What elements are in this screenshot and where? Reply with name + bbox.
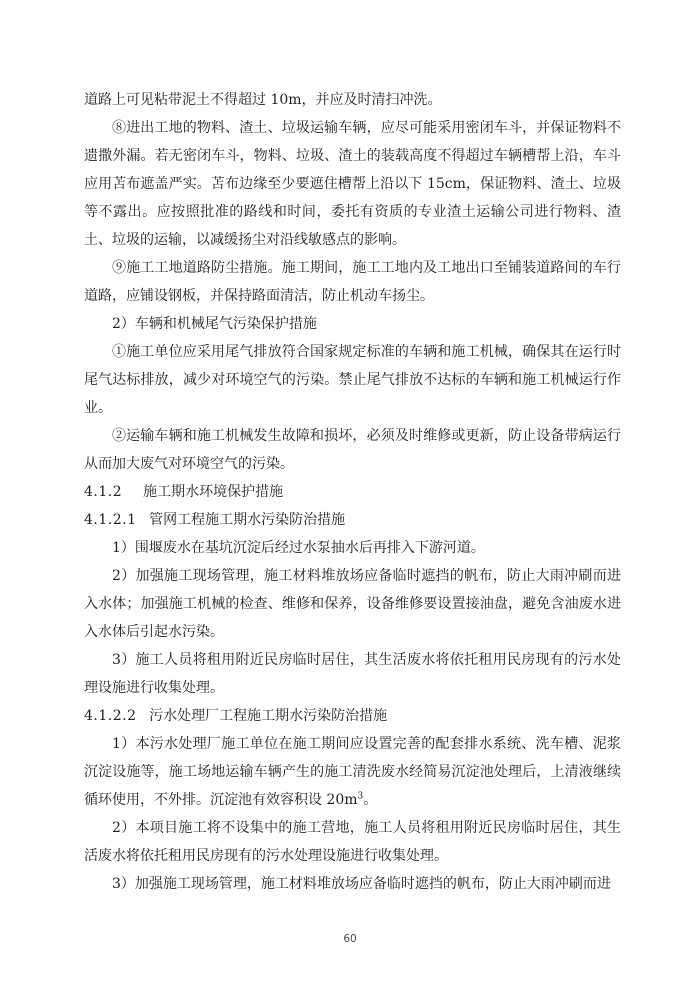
paragraph-cofferdam-wastewater: 1）围堰废水在基坑沉淀后经过水泵抽水后再排入下游河道。	[112, 540, 485, 556]
paragraph-item-9-road-dust-control: ⑨施工工地道路防尘措施。施工期间，施工工地内及工地出口至铺装道路间的车行道路，应铺设钢板，并保持路面清洁，防止机动车扬尘。	[84, 260, 621, 304]
section-title: 施工期水环境保护措施	[143, 484, 284, 500]
superscript-cubed: 3	[357, 791, 364, 802]
paragraph-worker-housing-plant: 2）本项目施工将不设集中的施工营地，施工人员将租用附近民房临时居住，其生活废水将依托租用民房现有的污水处理设施进行收集处理。	[84, 820, 621, 864]
paragraph-text: 1）本污水处理厂施工单位在施工期间应设置完善的配套排水系统、洗车槽、泥浆沉淀设施等，施工场地运输车辆产生的施工清洗废水经简易沉淀池处理后，上清液继续循环使用，不外排。沉淀池有效容积设 20m	[84, 736, 621, 808]
paragraph-site-management-plant-cutoff: 3）加强施工现场管理，施工材料堆放场应备临时遮挡的帆布，防止大雨冲刷而进	[112, 876, 611, 892]
document-body	[84, 86, 621, 898]
section-title: 管网工程施工期水污染防治措施	[149, 512, 346, 528]
paragraph-item-1-exhaust-standards: ①施工单位应采用尾气排放符合国家规定标准的车辆和施工机械，确保其在运行时尾气达标排放，减少对环境空气的污染。禁止尾气排放不达标的车辆和施工机械运行作业。	[84, 344, 621, 416]
paragraph-site-management-pipeline: 2）加强施工现场管理，施工材料堆放场应备临时遮挡的帆布，防止大雨冲刷而进入水体；加强施工机械的检查、维修和保养，设备维修要设置接油盘，避免含油废水进入水体后引起水污染。	[84, 568, 621, 640]
paragraph-worker-housing-pipeline: 3）施工人员将租用附近民房临时居住，其生活废水将依托租用民房现有的污水处理设施进行收集处理。	[84, 652, 621, 696]
section-heading-4-1-2-2	[84, 702, 621, 730]
paragraph-text: 。	[363, 792, 378, 808]
paragraph-sedimentation-tank	[84, 730, 621, 814]
section-number: 4.1.2	[84, 484, 123, 500]
paragraph-item-2-vehicle-maintenance: ②运输车辆和施工机械发生故障和损坏，必须及时维修或更新，防止设备带病运行从而加大废气对环境空气的污染。	[84, 428, 621, 472]
paragraph-subheading-exhaust-measures: 2）车辆和机械尾气污染保护措施	[112, 316, 317, 332]
section-title: 污水处理厂工程施工期水污染防治措施	[149, 708, 388, 724]
paragraph-item-8-transport-vehicles: ⑧进出工地的物料、渣土、垃圾运输车辆，应尽可能采用密闭车斗，并保证物料不遗撒外漏。若无密闭车斗，物料、垃圾、渣土的装载高度不得超过车辆槽帮上沿，车斗应用苫布遮盖严实。苫布边缘至少要遮住槽帮上沿以下 15cm，保证物料、渣土、垃圾等不露出。应按照批准的路线和时间，委托有资质的专业渣土运输公司进行物料、渣土、垃圾的运输，以减缓扬尘对沿线敏感点的影响。	[84, 120, 621, 248]
section-number: 4.1.2.1	[84, 512, 137, 528]
paragraph-road-mud-continuation: 道路上可见粘带泥土不得超过 10m，并应及时清扫冲洗。	[84, 92, 442, 108]
section-heading-4-1-2-1	[84, 506, 621, 534]
section-number: 4.1.2.2	[84, 708, 137, 724]
page-number: 60	[343, 933, 357, 945]
section-heading-4-1-2	[84, 478, 621, 506]
